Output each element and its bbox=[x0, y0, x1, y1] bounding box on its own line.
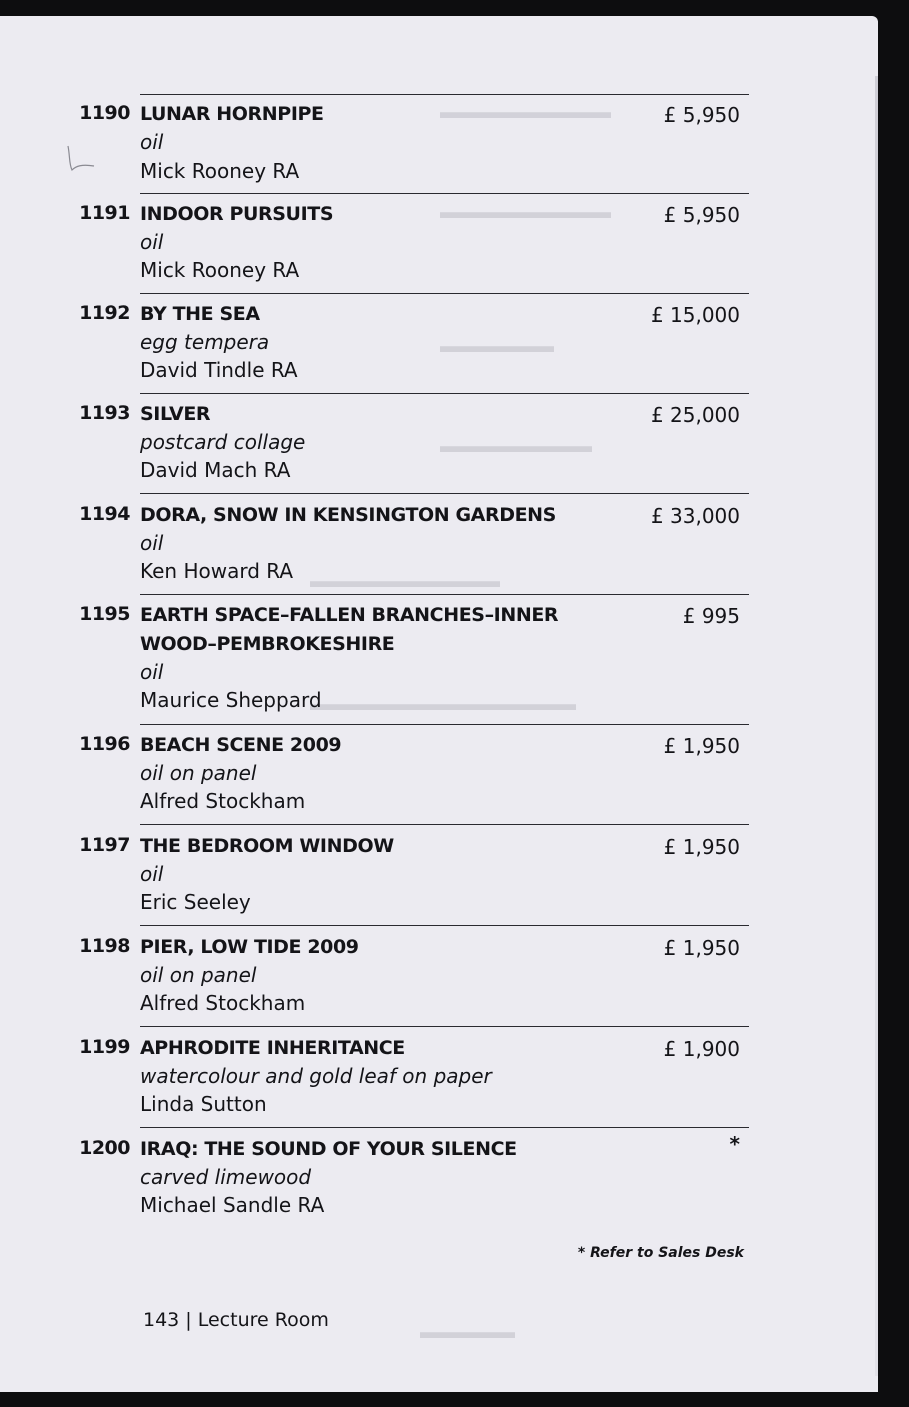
lot-price: £ 5,950 bbox=[663, 103, 740, 127]
lot-price: £ 1,900 bbox=[663, 1037, 740, 1061]
divider bbox=[140, 1127, 749, 1128]
lot-artist: David Mach RA bbox=[140, 458, 291, 482]
lot-title: BEACH SCENE 2009 bbox=[140, 734, 342, 756]
lot-price: £ 33,000 bbox=[650, 504, 740, 528]
lot-price: £ 1,950 bbox=[663, 936, 740, 960]
lot-medium: oil bbox=[140, 862, 164, 886]
divider bbox=[140, 925, 749, 926]
lot-title: THE BEDROOM WINDOW bbox=[140, 835, 394, 857]
lot-number: 1199 bbox=[79, 1036, 130, 1058]
divider bbox=[140, 493, 749, 494]
lot-title: LUNAR HORNPIPE bbox=[140, 103, 324, 125]
divider bbox=[140, 824, 749, 825]
show-through-background: ▬▬▬▬▬▬▬▬▬ ▬▬▬▬▬▬▬▬▬ ▬▬▬▬▬▬ ▬▬▬▬▬▬▬▬ ▬▬▬▬▬▬▬▬▬▬ ▬▬▬▬▬▬▬▬▬▬▬▬▬▬ ▬▬▬▬▬ bbox=[310, 102, 611, 1343]
lot-medium: oil bbox=[140, 531, 164, 555]
lot-title: SILVER bbox=[140, 403, 211, 425]
lot-artist: Maurice Sheppard bbox=[140, 688, 322, 712]
lot-artist: David Tindle RA bbox=[140, 358, 298, 382]
pencil-mark-icon bbox=[64, 142, 104, 176]
divider bbox=[140, 393, 749, 394]
lot-number: 1195 bbox=[79, 603, 130, 625]
lot-title: APHRODITE INHERITANCE bbox=[140, 1037, 405, 1059]
lot-number: 1194 bbox=[79, 503, 130, 525]
lot-price: £ 1,950 bbox=[663, 835, 740, 859]
lot-medium: watercolour and gold leaf on paper bbox=[140, 1064, 492, 1088]
lot-number: 1193 bbox=[79, 402, 130, 424]
lot-title: PIER, LOW TIDE 2009 bbox=[140, 936, 359, 958]
lot-title: IRAQ: THE SOUND OF YOUR SILENCE bbox=[140, 1138, 517, 1160]
lot-number: 1190 bbox=[79, 102, 130, 124]
lot-price: * bbox=[729, 1132, 740, 1156]
lot-artist: Ken Howard RA bbox=[140, 559, 294, 583]
lot-artist: Alfred Stockham bbox=[140, 991, 306, 1015]
divider bbox=[140, 594, 749, 595]
lot-title: BY THE SEA bbox=[140, 303, 260, 325]
page-edge bbox=[875, 76, 878, 1376]
lot-artist: Mick Rooney RA bbox=[140, 258, 300, 282]
lot-number: 1191 bbox=[79, 202, 130, 224]
lot-artist: Michael Sandle RA bbox=[140, 1193, 325, 1217]
lot-number: 1192 bbox=[79, 302, 130, 324]
lot-medium: egg tempera bbox=[140, 330, 270, 354]
lot-medium: postcard collage bbox=[140, 430, 306, 454]
lot-medium: carved limewood bbox=[140, 1165, 312, 1189]
lot-price: £ 995 bbox=[682, 604, 740, 628]
lot-medium: oil on panel bbox=[140, 963, 257, 987]
lot-medium: oil bbox=[140, 130, 164, 154]
lot-artist: Linda Sutton bbox=[140, 1092, 267, 1116]
page-footer: 143 | Lecture Room bbox=[143, 1309, 329, 1331]
catalog-page bbox=[0, 16, 878, 1392]
lot-number: 1197 bbox=[79, 834, 130, 856]
lot-title: EARTH SPACE–FALLEN BRANCHES–INNER WOOD–PEMBROKESHIRE bbox=[140, 604, 559, 655]
lot-medium: oil on panel bbox=[140, 761, 257, 785]
divider bbox=[140, 193, 749, 194]
lot-medium: oil bbox=[140, 230, 164, 254]
lot-artist: Mick Rooney RA bbox=[140, 159, 300, 183]
lot-price: £ 5,950 bbox=[663, 203, 740, 227]
lot-number: 1200 bbox=[79, 1137, 130, 1159]
lot-price: £ 25,000 bbox=[650, 403, 740, 427]
lot-artist: Alfred Stockham bbox=[140, 789, 306, 813]
lot-price: £ 15,000 bbox=[650, 303, 740, 327]
divider bbox=[140, 94, 749, 95]
footnote: * Refer to Sales Desk bbox=[577, 1245, 744, 1261]
lot-number: 1198 bbox=[79, 935, 130, 957]
lot-medium: oil bbox=[140, 660, 164, 684]
divider bbox=[140, 1026, 749, 1027]
divider bbox=[140, 724, 749, 725]
lot-artist: Eric Seeley bbox=[140, 890, 251, 914]
divider bbox=[140, 293, 749, 294]
lot-title: DORA, SNOW IN KENSINGTON GARDENS bbox=[140, 504, 556, 526]
lot-number: 1196 bbox=[79, 733, 130, 755]
lot-title: INDOOR PURSUITS bbox=[140, 203, 334, 225]
lot-price: £ 1,950 bbox=[663, 734, 740, 758]
